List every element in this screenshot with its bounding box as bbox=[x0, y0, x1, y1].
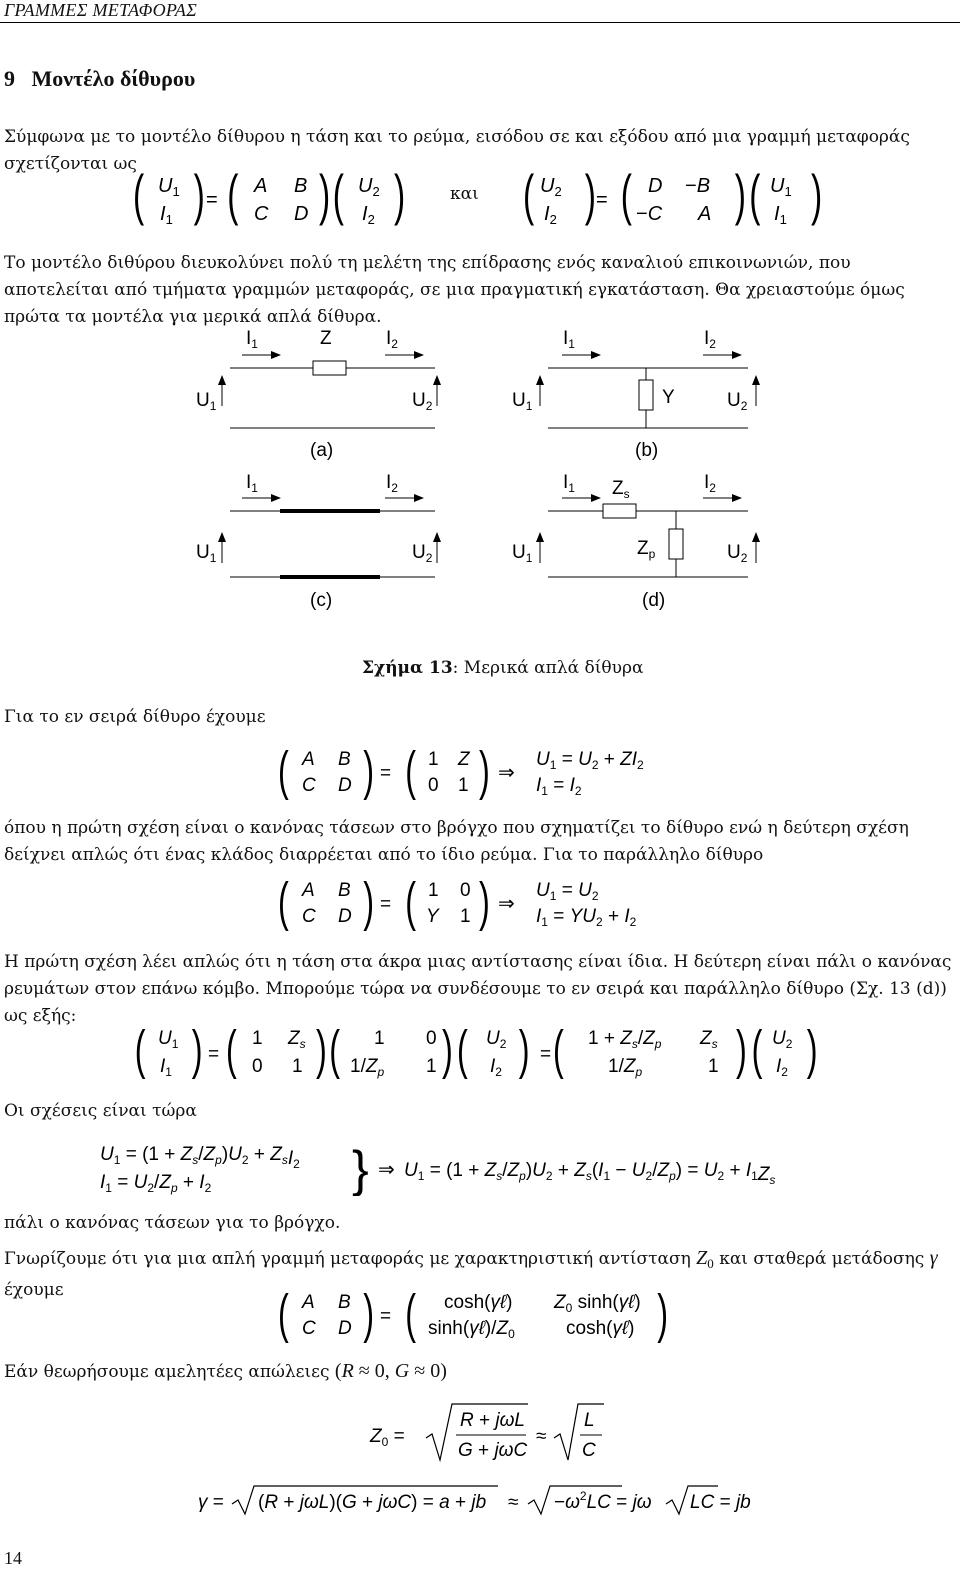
svg-text:Zs: $Z_s$ bbox=[288, 1028, 306, 1051]
svg-text:): ) bbox=[316, 1022, 327, 1081]
fig-label-c: (c) bbox=[310, 590, 333, 611]
svg-text:): ) bbox=[363, 876, 374, 933]
equation-z0 bbox=[368, 1400, 608, 1470]
section-title bbox=[4, 66, 195, 92]
svg-text:): ) bbox=[584, 168, 596, 227]
svg-text:(R + jωL)(G + jωC) = a + jb: (R + jωL)(G + jωC) = a + jb bbox=[258, 1492, 487, 1513]
svg-text:(: ( bbox=[405, 876, 416, 933]
equation-relations bbox=[100, 1140, 880, 1196]
svg-text:C: C bbox=[302, 775, 316, 796]
section-title-text: Μοντέλο δίθυρου bbox=[31, 66, 196, 91]
svg-text:U1 = (1 + Zs/Zp)U2 + ZsI2: $U_1 = (1 + Z_s/Z_p)U_2 + Z_sI_2$ bbox=[100, 1144, 300, 1171]
svg-text:(: ( bbox=[227, 168, 239, 227]
svg-text:I2: $I_2$ bbox=[776, 1056, 788, 1079]
svg-text:I1: $I_1$ bbox=[774, 203, 787, 227]
svg-text:U2: $U_2$ bbox=[412, 542, 433, 565]
svg-text:0: 0 bbox=[252, 1056, 263, 1077]
svg-text:Zp: $Z_p$ bbox=[637, 538, 656, 561]
svg-text:(: ( bbox=[278, 745, 289, 802]
svg-text:I2: $I_2$ bbox=[490, 1056, 502, 1079]
svg-text:): ) bbox=[363, 1286, 374, 1345]
svg-text:D: D bbox=[648, 175, 663, 197]
svg-text:−C: −C bbox=[636, 203, 663, 225]
paragraph-9: Εάν θεωρήσουμε αμελητέες απώλειες (R ≈ 0, G ≈ 0) bbox=[4, 1360, 447, 1382]
svg-text:C: C bbox=[302, 906, 316, 927]
svg-text:U1: $U_1$ bbox=[512, 390, 533, 413]
svg-text:I2: $I_2$ bbox=[386, 328, 398, 351]
svg-text:1: 1 bbox=[374, 1028, 385, 1049]
svg-text:): ) bbox=[734, 168, 746, 227]
svg-text:⇒: ⇒ bbox=[378, 1159, 395, 1181]
svg-text:): ) bbox=[657, 1286, 668, 1345]
svg-text:I1: $I_1$ bbox=[246, 472, 258, 495]
svg-text:(: ( bbox=[523, 168, 535, 227]
section-number: 9 bbox=[4, 66, 15, 91]
svg-text:): ) bbox=[191, 1022, 203, 1081]
svg-text:(: ( bbox=[329, 1022, 340, 1081]
svg-text:=: = bbox=[380, 763, 392, 784]
svg-text:U1: $U_1$ bbox=[196, 390, 217, 413]
paragraph-5: Η πρώτη σχέση λέει απλώς ότι η τάση στα άκρα μιας αντίστασης είναι ίδια. Η δεύτερη είναι πάλι ο κανόνας ρευμάτων στον επάνω κόμβο. Μπορούμε τώρα να συνδέσουμε το εν σειρά και παράλληλο δίθυρο (Σχ. 13 (d)) ως εξής: bbox=[4, 952, 952, 1026]
svg-text:): ) bbox=[806, 1022, 818, 1081]
svg-text:Y: Y bbox=[426, 906, 439, 927]
svg-text:(: ( bbox=[278, 1286, 289, 1345]
svg-text:A: A bbox=[302, 1292, 315, 1313]
paragraph-8a: Γνωρίζουμε ότι για μια απλή γραμμή μεταφοράς με χαρακτηριστική αντίσταση bbox=[4, 1249, 691, 1269]
svg-text:I2: $I_2$ bbox=[704, 472, 716, 495]
svg-text:U1: $U_1$ bbox=[512, 542, 533, 565]
svg-text:≈: ≈ bbox=[536, 1426, 547, 1447]
header-rule bbox=[0, 22, 960, 23]
svg-text:(: ( bbox=[405, 1286, 416, 1345]
svg-text:I2: $I_2$ bbox=[362, 203, 375, 227]
figure-caption bbox=[362, 658, 643, 678]
svg-text:B: B bbox=[338, 749, 351, 770]
svg-text:(: ( bbox=[332, 168, 344, 227]
paragraph-3: Για το εν σειρά δίθυρο έχουμε bbox=[4, 707, 266, 727]
running-header: ΓΡΑΜΜΕΣ ΜΕΤΑΦΟΡΑΣ bbox=[4, 0, 198, 20]
svg-text:): ) bbox=[811, 168, 823, 227]
svg-text:): ) bbox=[363, 745, 374, 802]
svg-text:I1: $I_1$ bbox=[563, 472, 575, 495]
svg-text:): ) bbox=[736, 1022, 747, 1081]
svg-text:=: = bbox=[380, 894, 392, 915]
svg-text:Z: Z bbox=[320, 328, 332, 349]
svg-text:I1: $I_1$ bbox=[160, 1056, 172, 1079]
svg-text:1: 1 bbox=[460, 906, 471, 927]
svg-text:}: } bbox=[352, 1141, 369, 1196]
svg-text:(: ( bbox=[457, 1022, 468, 1081]
svg-text:(: ( bbox=[620, 168, 632, 227]
svg-text:U1 = U2: $U_1 = U_2$ bbox=[536, 880, 599, 903]
svg-text:⇒: ⇒ bbox=[498, 762, 515, 784]
page-number: 14 bbox=[4, 1548, 22, 1568]
svg-text:1 + Zs/Zp: $1 + Z_s/Z_p$ bbox=[588, 1028, 662, 1051]
svg-text:1/Zp: $1/Z_p$ bbox=[350, 1056, 385, 1079]
svg-text:=: = bbox=[540, 1044, 552, 1065]
svg-text:(: ( bbox=[405, 745, 416, 802]
svg-text:U1: $U_1$ bbox=[158, 175, 180, 199]
svg-text:): ) bbox=[442, 1022, 453, 1081]
svg-text:B: B bbox=[338, 880, 351, 901]
svg-text:−B: −B bbox=[685, 175, 711, 197]
svg-text:Z0 sinh(γℓ): $Z_0$ sinh(γℓ) bbox=[554, 1292, 641, 1315]
equation-line-abcd bbox=[278, 1286, 698, 1346]
svg-text:1: 1 bbox=[428, 880, 439, 901]
svg-text:): ) bbox=[319, 168, 331, 227]
fig-label-a: (a) bbox=[310, 440, 334, 461]
svg-text:1/Zp: $1/Z_p$ bbox=[608, 1056, 643, 1079]
svg-text:): ) bbox=[193, 168, 205, 227]
svg-text:Z0 =: $Z_0$ = bbox=[370, 1426, 405, 1449]
svg-text:D: D bbox=[338, 1318, 352, 1339]
paragraph-9-text: Εάν θεωρήσουμε αμελητέες απώλειες bbox=[4, 1362, 330, 1382]
caption-label: Σχήμα 13 bbox=[362, 658, 453, 678]
svg-text:U2: $U_2$ bbox=[540, 175, 562, 199]
svg-text:): ) bbox=[479, 876, 490, 933]
svg-text:I2: $I_2$ bbox=[544, 203, 557, 227]
svg-text:U2: $U_2$ bbox=[727, 390, 748, 413]
svg-text:1: 1 bbox=[292, 1056, 303, 1077]
svg-text:U2: $U_2$ bbox=[486, 1028, 507, 1051]
svg-text:U2: $U_2$ bbox=[358, 175, 380, 199]
svg-text:A: A bbox=[698, 203, 712, 225]
svg-text:=: = bbox=[596, 189, 608, 211]
svg-text:(: ( bbox=[749, 168, 761, 227]
svg-text:sinh(γℓ)/Z0: $\sinh(\gamma\ell)/Z_0$ bbox=[428, 1318, 515, 1341]
svg-text:A: A bbox=[254, 175, 268, 197]
paragraph-4: όπου η πρώτη σχέση είναι ο κανόνας τάσεων στο βρόγχο που σχηματίζει το δίθυρο ενώ η δεύτερη σχέση δείχνει απλώς ότι ένας κλάδος διαρρέεται από το ίδιο ρεύμα. Για το παράλληλο δίθυρο bbox=[4, 818, 909, 865]
paragraph-1: Σύμφωνα με το μοντέλο δίθυρου η τάση και το ρεύμα, εισόδου σε και εξόδου από μια γραμμή μεταφοράς σχετίζονται ως bbox=[4, 127, 910, 174]
paragraph-7: πάλι ο κανόνας τάσεων για το βρόγχο. bbox=[4, 1213, 341, 1233]
svg-text:I2: $I_2$ bbox=[386, 472, 398, 495]
svg-text:C: C bbox=[254, 203, 269, 225]
svg-text:I1 = YU2 + I2: $I_1 = YU_2 + I_2$ bbox=[536, 906, 637, 929]
svg-text:I1: $I_1$ bbox=[160, 203, 173, 227]
svg-text:Z: Z bbox=[458, 749, 470, 770]
svg-text:0: 0 bbox=[460, 880, 471, 901]
paragraph-6: Οι σχέσεις είναι τώρα bbox=[4, 1101, 197, 1121]
paragraph-8c: έχουμε bbox=[4, 1280, 64, 1300]
svg-text:=: = bbox=[208, 1044, 220, 1065]
svg-text:0: 0 bbox=[428, 775, 439, 796]
svg-text:D: D bbox=[338, 906, 352, 927]
svg-text:U1 = (1 + Zs/Zp)U2 + Zs(I1 − U: $U_1 = (1 + Z_s/Z_p)U_2 + Z_s(I_1 - U_2/Z_p) = U_2 + I_1Z_s$ bbox=[404, 1160, 776, 1187]
svg-text:U2: $U_2$ bbox=[772, 1028, 793, 1051]
svg-text:Zs: $Z_s$ bbox=[700, 1028, 718, 1051]
svg-text:I1 = U2/Zp + I2: $I_1 = U_2/Z_p + I_2$ bbox=[100, 1172, 212, 1195]
paragraph-2: Το μοντέλο διθύρου διευκολύνει πολύ τη μελέτη της επίδρασης ενός καναλιού επικοινωνιών, που αποτελείται από τμήματα γραμμών μεταφοράς, σε μια πραγματική εγκατάσταση. Θα χρειαστούμε όμως πρώτα τα μοντέλα για μερικά απλά δίθυρα. bbox=[4, 253, 905, 327]
fig-label-b: (b) bbox=[635, 440, 659, 461]
equation-twoport bbox=[130, 168, 830, 228]
svg-text:1: 1 bbox=[708, 1056, 719, 1077]
figure-13-diagram bbox=[180, 318, 800, 618]
svg-text:0: 0 bbox=[426, 1028, 437, 1049]
caption-text: : Μερικά απλά δίθυρα bbox=[452, 658, 644, 678]
paragraph-8: Γνωρίζουμε ότι για μια απλή γραμμή μεταφοράς με χαρακτηριστική αντίσταση $Z_0$ και σταθερά μετάδοσης γ έχουμε bbox=[4, 1247, 938, 1300]
svg-text:U1: $U_1$ bbox=[770, 175, 792, 199]
svg-text:G + jωC: G + jωC bbox=[458, 1440, 528, 1461]
svg-text:1: 1 bbox=[252, 1028, 263, 1049]
svg-text:U1: $U_1$ bbox=[196, 542, 217, 565]
fig-a-I1-label: $I_1$ bbox=[246, 328, 258, 351]
svg-text:(: ( bbox=[226, 1022, 237, 1081]
svg-text:=: = bbox=[380, 1306, 392, 1327]
svg-text:cosh(γℓ): cosh(γℓ) bbox=[444, 1292, 513, 1313]
svg-text:R + jωL: R + jωL bbox=[460, 1410, 525, 1431]
svg-text:U1 = U2 + ZI2: $U_1 = U_2 + ZI_2$ bbox=[536, 749, 644, 772]
svg-text:γ =: γ = bbox=[198, 1492, 224, 1513]
svg-text:C: C bbox=[582, 1440, 596, 1461]
svg-text:1: 1 bbox=[426, 1056, 437, 1077]
fig-label-d: (d) bbox=[642, 590, 666, 611]
svg-text:D: D bbox=[294, 203, 309, 225]
svg-text:U2: $U_2$ bbox=[727, 542, 748, 565]
svg-text:cosh(γℓ): cosh(γℓ) bbox=[566, 1318, 635, 1339]
svg-text:B: B bbox=[338, 1292, 351, 1313]
svg-text:A: A bbox=[302, 749, 315, 770]
svg-text:I2: $I_2$ bbox=[704, 328, 716, 351]
svg-text:Zs: $Z_s$ bbox=[612, 478, 630, 501]
svg-text:(: ( bbox=[553, 1022, 564, 1081]
svg-text:I1: $I_1$ bbox=[563, 328, 575, 351]
svg-text:(: ( bbox=[134, 1022, 146, 1081]
svg-text:−ω2LC = jω: $-\omega^2LC = j\omega$ bbox=[554, 1489, 652, 1513]
svg-text:(: ( bbox=[751, 1022, 763, 1081]
svg-text:I1 = I2: $I_1 = I_2$ bbox=[536, 775, 582, 798]
svg-text:L: L bbox=[584, 1410, 595, 1431]
and-word: και bbox=[450, 184, 479, 204]
equation-cascade bbox=[130, 1022, 830, 1082]
paragraph-8b: και σταθερά μετάδοσης bbox=[719, 1249, 925, 1269]
svg-text:U1: $U_1$ bbox=[158, 1028, 179, 1051]
svg-text:Y: Y bbox=[662, 387, 675, 408]
svg-text:⇒: ⇒ bbox=[498, 893, 515, 915]
svg-text:1: 1 bbox=[428, 749, 439, 770]
svg-text:A: A bbox=[302, 880, 315, 901]
svg-text:): ) bbox=[394, 168, 406, 227]
svg-text:B: B bbox=[294, 175, 308, 197]
svg-text:D: D bbox=[338, 775, 352, 796]
svg-text:C: C bbox=[302, 1318, 316, 1339]
svg-text:(: ( bbox=[133, 168, 145, 227]
svg-text:LC = jb: LC = jb bbox=[690, 1492, 751, 1513]
svg-text:): ) bbox=[479, 745, 490, 802]
svg-text:): ) bbox=[518, 1022, 530, 1081]
svg-text:(: ( bbox=[278, 876, 289, 933]
svg-text:U2: $U_2$ bbox=[412, 390, 433, 413]
equation-parallel bbox=[278, 876, 698, 934]
equation-series bbox=[278, 745, 698, 803]
svg-text:=: = bbox=[206, 189, 218, 211]
equation-gamma bbox=[198, 1482, 778, 1522]
svg-text:≈: ≈ bbox=[508, 1492, 519, 1513]
svg-text:1: 1 bbox=[458, 775, 469, 796]
